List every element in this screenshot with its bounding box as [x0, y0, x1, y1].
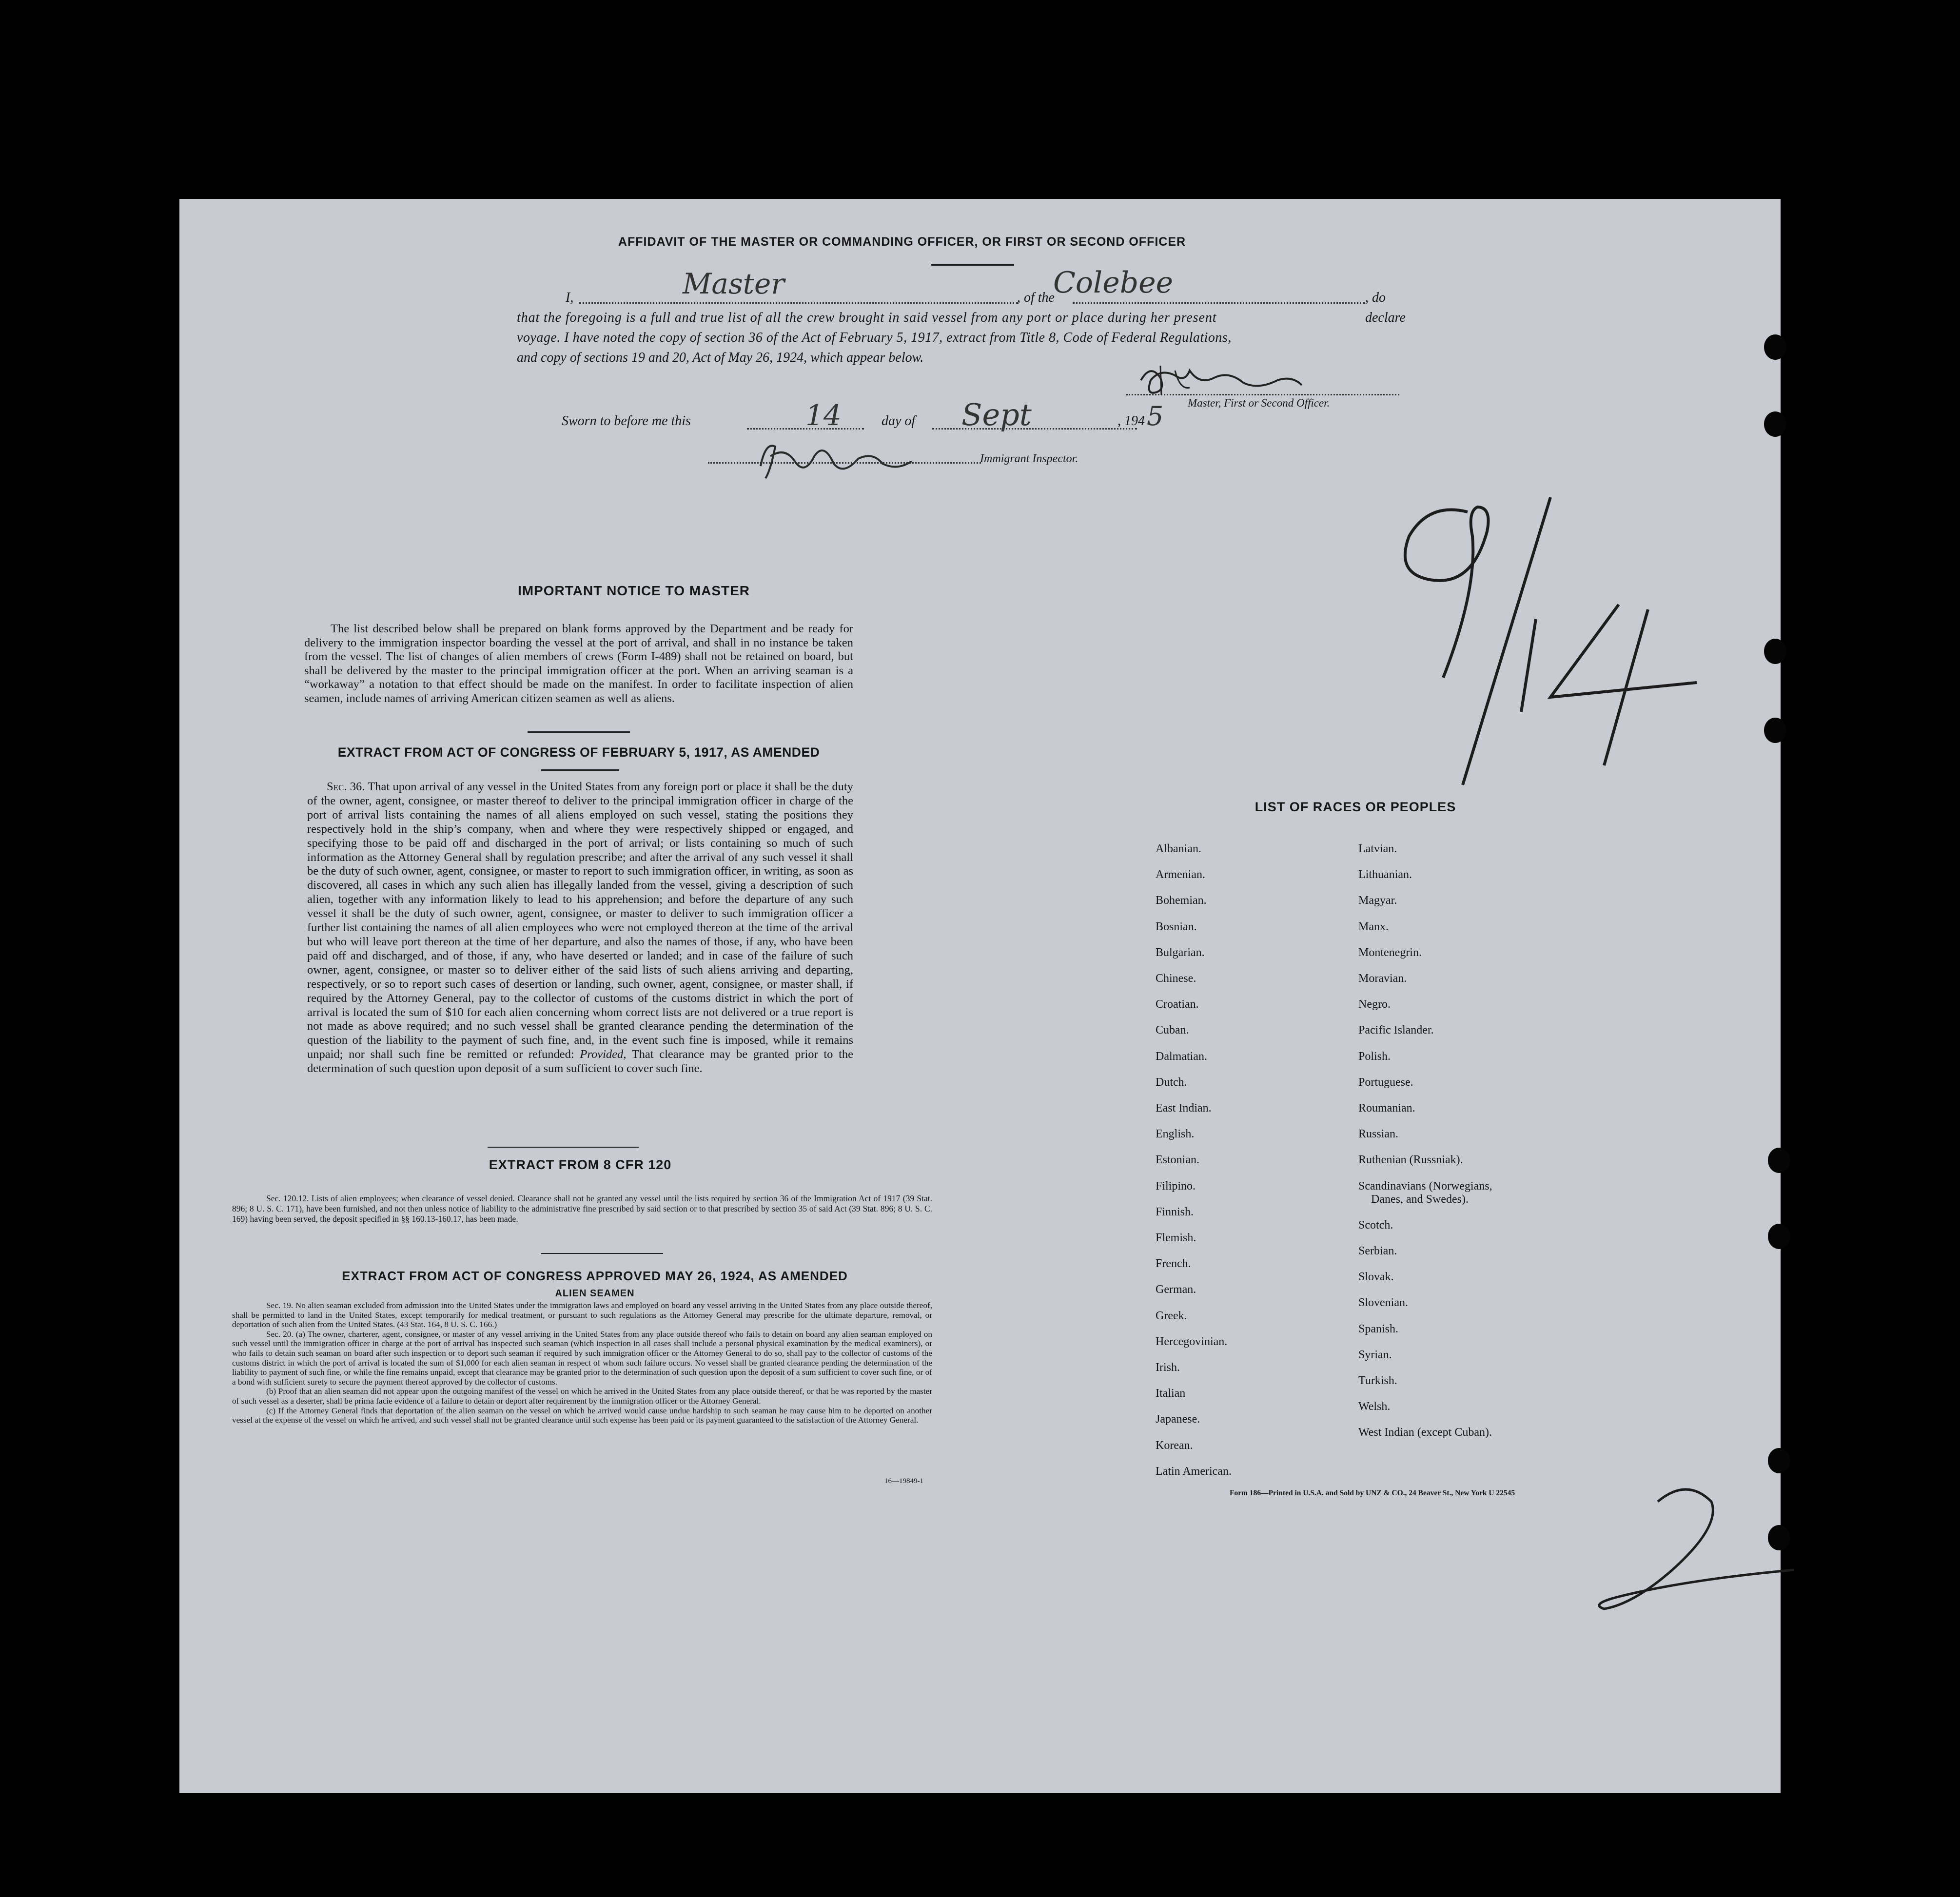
master-caption: Master, First or Second Officer. — [1188, 397, 1330, 409]
race-item: Portuguese. — [1358, 1076, 1413, 1089]
race-item: Scotch. — [1358, 1218, 1393, 1232]
race-item: Italian — [1156, 1387, 1186, 1400]
race-item: Hercegovinian. — [1156, 1335, 1228, 1348]
section-text: That upon arrival of any vessel in the United States from any foreign port or place it shall be the duty of the owner, agent, consignee, or master thereof to deliver to the principal immigration officer in charge of the port of arrival lists containing the names of all aliens employed on such vessel, stating the positions they respectively hold in the ship’s company, when and where they were respectively shipped or engaged, and specifying those to be paid off and discharged in the port of arrival; or lists containing so much of such information as the Attorney General shall by regulation prescribe; and after the arrival of any such vessel it shall be the duty of such owner, agent, consignee, or master to report to such immigration officer, in writing, as soon as discovered, all cases in which any such alien has illegally landed from the vessel, giving a description of such alien, together with any information likely to lead to his apprehension; and before the departure of any such vessel it shall be the duty of such owner, agent, consignee, or master to deliver to such immigration officer a further list containing the names of all alien employees who were not employed thereon at the time of the arrival but who will leave port thereon at the time of her departure, and also the names of those, if any, who have been paid off and discharged, and of those, if any, who have deserted or landed; and in case of the failure of such owner, agent, consignee, or master so to deliver either of the said lists of such aliens arriving and departing, respectively, or so to report such cases of desertion or landing, such owner, agent, consignee, or master shall, if required by the Attorney General, pay to the collector of customs of the customs district in which the port of arrival is located the sum of $10 for each alien concerning whom correct lists are not delivered or a true report is not made as above required; and no such vessel shall be granted clearance pending the determination of the question of the liability to the payment of such fine, and, in the event such fine is imposed, while it remains unpaid; nor shall such fine be remitted or refunded: — [307, 780, 853, 1061]
extract-1924-body — [232, 1301, 932, 1425]
race-item: Chinese. — [1156, 972, 1196, 985]
race-item: Manx. — [1358, 920, 1389, 933]
declaration-line: voyage. I have noted the copy of section 36 of the Act of February 5, 1917, extract from Title 8, Code of Federal Regulations, — [517, 330, 1232, 345]
of-the-label: , of the — [1017, 290, 1055, 305]
section-text: That clearance may be granted prior to the determination of such question upon deposit of a sum sufficient to cover such fine. — [307, 1048, 854, 1076]
divider — [541, 1253, 663, 1254]
section-20b: (b) Proof that an alien seaman did not appear upon the outgoing manifest of the vessel on which he arrived in the United States from any place outside thereof, or that he was reported by the master of such vessel as a deserter, shall be prima facie evidence of a failure to detain or deport after requirement by the immigration officer or the Attorney General. — [232, 1387, 932, 1406]
punch-hole — [1764, 639, 1786, 664]
year-label: , 194 — [1117, 413, 1145, 429]
punch-hole — [1768, 1448, 1790, 1473]
master-handwriting: Master — [683, 267, 785, 300]
date-note-text — [1375, 492, 1376, 493]
race-item: Albanian. — [1156, 842, 1201, 855]
race-item: Ruthenian (Russniak). — [1358, 1154, 1463, 1167]
vessel-handwriting: Colebee — [1053, 266, 1174, 300]
extract-1917-body — [307, 780, 853, 1076]
race-item: English. — [1156, 1128, 1195, 1141]
race-item: Flemish. — [1156, 1232, 1196, 1244]
race-item: Danes, and Swedes). — [1371, 1193, 1469, 1206]
form-code: 16—19849-1 — [884, 1477, 923, 1485]
extract-1924-subtitle: ALIEN SEAMEN — [555, 1288, 635, 1299]
extract-1924-title: EXTRACT FROM ACT OF CONGRESS APPROVED MAY 26, 1924, AS AMENDED — [342, 1269, 848, 1283]
divider — [931, 264, 1014, 266]
race-item: Greek. — [1156, 1309, 1187, 1322]
affidavit-title: AFFIDAVIT OF THE MASTER OR COMMANDING OFFICER, OR FIRST OR SECOND OFFICER — [618, 235, 1186, 249]
race-item: German. — [1156, 1283, 1196, 1296]
race-item: Slovenian. — [1358, 1296, 1408, 1310]
race-item: Slovak. — [1358, 1271, 1394, 1284]
race-item: Lithuanian. — [1358, 868, 1412, 881]
race-item: Turkish. — [1358, 1374, 1397, 1387]
year-handwriting: 5 — [1147, 401, 1164, 431]
race-item: Bulgarian. — [1156, 946, 1205, 959]
punch-hole — [1768, 1224, 1790, 1249]
race-item: Irish. — [1156, 1361, 1180, 1374]
race-item: East Indian. — [1156, 1102, 1212, 1115]
sworn-label: Sworn to before me this — [562, 413, 691, 429]
race-item: Scandinavians (Norwegians, — [1358, 1179, 1492, 1193]
race-item: Japanese. — [1156, 1413, 1200, 1426]
race-item: Negro. — [1358, 998, 1391, 1011]
race-item: Polish. — [1358, 1050, 1391, 1063]
day-of-label: day of — [882, 413, 916, 429]
cfr-body: Sec. 120.12. Lists of alien employees; when clearance of vessel denied. Clearance shall not be granted any vessel until the lists required by section 36 of the Immigration Act of 1917 (39 Stat. 896; 8 U. S. C. 171), have been furnished, and not then unless notice of liability to the administrative fine prescribed by said section or to that prescribed by section 35 of said Act (39 Stat. 896; 8 U. S. C. 169) having been served, the deposit specified in §§ 160.13-160.17, has been made. — [232, 1193, 932, 1224]
vessel-fill-line — [1073, 302, 1365, 304]
handwritten-page-number — [1589, 1482, 1799, 1614]
race-item: Syrian. — [1358, 1348, 1392, 1361]
races-title: LIST OF RACES OR PEOPLES — [1254, 800, 1456, 814]
master-signature — [1131, 361, 1307, 400]
race-item: Filipino. — [1156, 1179, 1196, 1193]
punch-hole — [1764, 718, 1786, 743]
race-item: Russian. — [1358, 1128, 1399, 1141]
master-fill-line — [579, 302, 1018, 304]
race-item: Bohemian. — [1156, 894, 1207, 907]
do-declare-label: , do declare — [1365, 290, 1406, 325]
race-item: Spanish. — [1358, 1322, 1399, 1335]
race-item: Finnish. — [1156, 1205, 1194, 1218]
i-label: I, — [566, 290, 574, 305]
race-item: Roumanian. — [1358, 1102, 1415, 1115]
race-item: Dutch. — [1156, 1076, 1187, 1089]
handwritten-date-note — [1375, 492, 1716, 795]
punch-hole — [1764, 411, 1786, 437]
divider — [488, 1147, 639, 1148]
race-item: French. — [1156, 1257, 1191, 1271]
race-item: Welsh. — [1358, 1400, 1391, 1413]
declaration-line: and copy of sections 19 and 20, Act of May 26, 1924, which appear below. — [517, 350, 924, 365]
page-number-text — [1589, 1482, 1590, 1483]
race-item: Cuban. — [1156, 1024, 1189, 1037]
race-item: Latin American. — [1156, 1465, 1232, 1478]
race-item: Dalmatian. — [1156, 1050, 1207, 1063]
section-number: Sec. 36. — [327, 780, 365, 793]
race-item: Latvian. — [1358, 842, 1397, 855]
race-item: Moravian. — [1358, 972, 1407, 985]
section-20a: Sec. 20. (a) The owner, charterer, agent, consignee, or master of any vessel arriving in the United States from any place outside thereof who fails to detain on board any alien seaman employed on such vessel until the immigration officer in charge at the port of arrival has inspected such seaman (which inspection in all cases shall include a personal physical examination by the medical examiners), or who fails to detain such seaman on board after such inspection or to deport such seaman if required by such immigration officer or the Attorney General to do so, shall pay to the collector of customs of the customs district in which the port of arrival is located the sum of $1,000 for each alien seaman in respect of whom such failure occurs. No vessel shall be granted clearance pending the determination of the liability to payment of such fine, or while the fine remains unpaid, except that clearance may be granted prior to the determination of such question upon the deposit of a sum sufficient to cover such fine, or of a bond with sufficient surety to secure the payment thereof approved by the collector of customs. — [232, 1329, 932, 1387]
notice-title: IMPORTANT NOTICE TO MASTER — [517, 583, 750, 598]
race-item: Armenian. — [1156, 868, 1205, 881]
section-20c: (c) If the Attorney General finds that deportation of the alien seaman on the vessel on which he arrived would cause undue hardship to such seaman he may cause him to be deported on another vessel at the expense of the vessel on which he arrived, and such vessel shall not be granted clearance until such expense has been paid or its payment guaranteed to the satisfaction of the Attorney General. — [232, 1406, 932, 1425]
race-item: Korean. — [1156, 1439, 1193, 1452]
section-19: Sec. 19. No alien seaman excluded from admission into the United States under the immigration laws and employed on board any vessel arriving in the United States from any place outside thereof, shall be permitted to land in the United States, except temporarily for medical treatment, or pursuant to such regulations as the Attorney General may prescribe for the ultimate departure, removal, or deportation of such alien from the United States. (43 Stat. 164, 8 U. S. C. 166.) — [232, 1301, 932, 1330]
notice-body: The list described below shall be prepared on blank forms approved by the Department and be ready for delivery to the immigration inspector boarding the vessel at the port of arrival, and shall in no instance be taken from the vessel. The list of changes of alien members of crews (Form I-489) shall not be retained on board, but shall be delivered by the master to the principal immigration officer at the port. When an arriving seaman is a “workaway” a notation to that effect should be made on the manifest. In order to facilitate inspection of alien seamen, include names of arriving American citizen seamen as well as aliens. — [304, 622, 853, 705]
cfr-title: EXTRACT FROM 8 CFR 120 — [489, 1157, 672, 1172]
race-item: Magyar. — [1358, 894, 1397, 907]
divider — [541, 769, 619, 771]
form-footer: Form 186—Printed in U.S.A. and Sold by UNZ & CO., 24 Beaver St., New York U 22545 — [1230, 1489, 1515, 1497]
punch-hole — [1764, 334, 1786, 360]
inspector-caption: Immigrant Inspector. — [980, 452, 1078, 465]
race-item: Serbian. — [1358, 1245, 1397, 1257]
race-item: West Indian (except Cuban). — [1358, 1426, 1492, 1439]
day-handwriting: 14 — [805, 399, 842, 432]
divider — [528, 731, 630, 733]
race-item: Croatian. — [1156, 998, 1199, 1011]
inspector-signature — [751, 437, 946, 486]
race-item: Montenegrin. — [1358, 946, 1422, 959]
race-item: Bosnian. — [1156, 920, 1197, 933]
punch-hole — [1768, 1148, 1790, 1173]
extract-1917-title: EXTRACT FROM ACT OF CONGRESS OF FEBRUARY 5, 1917, AS AMENDED — [337, 745, 820, 760]
race-item: Pacific Islander. — [1358, 1024, 1434, 1037]
provided-word: Provided, — [580, 1048, 627, 1061]
affidavit-declaration — [517, 266, 1424, 368]
race-item: Estonian. — [1156, 1154, 1199, 1167]
declaration-line: that the foregoing is a full and true list of all the crew brought in said vessel from any port or place during her present — [517, 310, 1217, 325]
month-handwriting: Sept — [961, 397, 1032, 432]
